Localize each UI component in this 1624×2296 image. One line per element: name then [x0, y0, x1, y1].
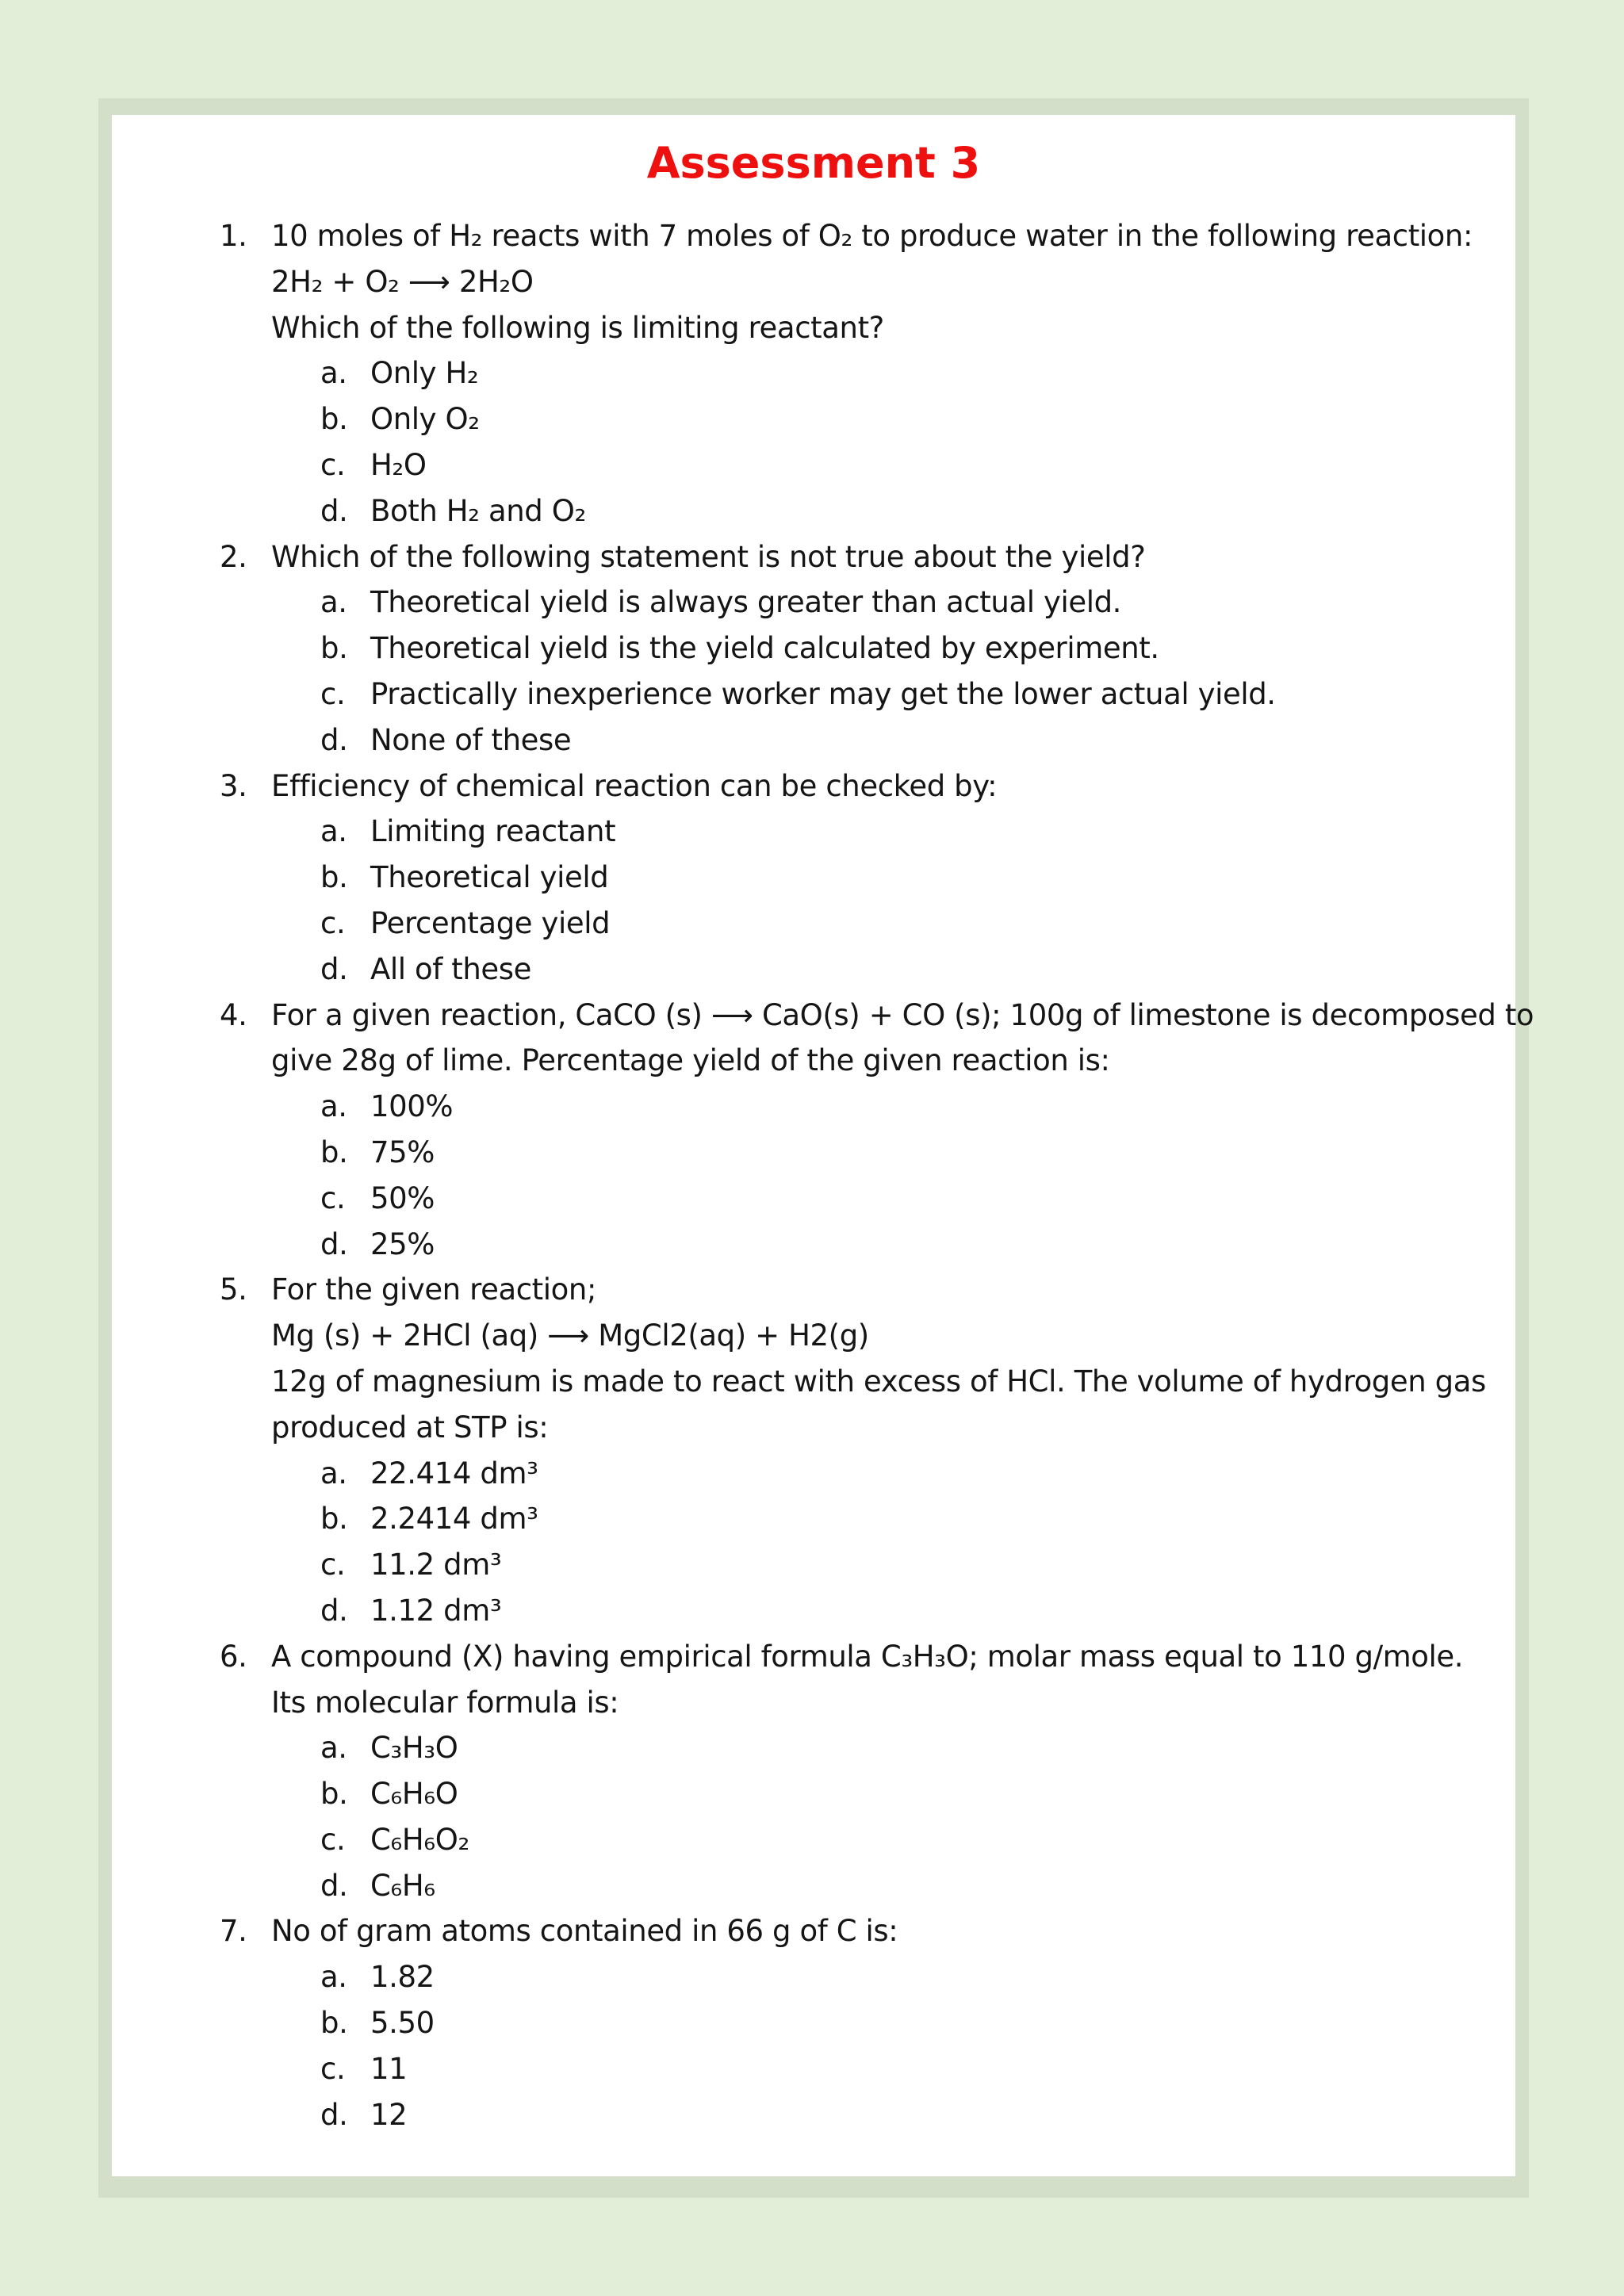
- question-number: 5.: [220, 1272, 247, 1307]
- option-text: Percentage yield: [370, 905, 611, 940]
- question-list: [112, 213, 1534, 2137]
- option-text: C₆H₆O₂: [370, 1822, 469, 1857]
- option-b: [112, 2000, 1515, 2046]
- option-label: b.: [320, 860, 348, 895]
- option-label: c.: [320, 1548, 346, 1582]
- question-text-continued: 12g of magnesium is made to react with excess of HCl. The volume of hydrogen gas: [271, 1364, 1486, 1399]
- option-text: C₆H₆: [370, 1868, 435, 1903]
- option-text: C₃H₃O: [370, 1731, 458, 1766]
- option-label: c.: [320, 2051, 346, 2086]
- option-list: [112, 1954, 1515, 2137]
- question-4: [112, 993, 1534, 1268]
- option-d: [112, 947, 1515, 993]
- option-text: 11: [370, 2051, 408, 2086]
- option-label: c.: [320, 447, 346, 482]
- option-label: d.: [320, 1593, 348, 1628]
- option-text: Practically inexperience worker may get the lower actual yield.: [370, 676, 1276, 711]
- option-label: d.: [320, 722, 348, 757]
- option-c: [112, 2046, 1515, 2092]
- option-c: [112, 1542, 1515, 1588]
- option-a: [112, 1451, 1515, 1497]
- option-d: [112, 1863, 1515, 1909]
- option-c: [112, 901, 1515, 947]
- question-text: Efficiency of chemical reaction can be checked by:: [271, 768, 998, 803]
- document-page: [112, 115, 1534, 2176]
- option-label: b.: [320, 1777, 348, 1812]
- option-text: 12: [370, 2097, 408, 2132]
- option-text: Theoretical yield: [370, 860, 609, 895]
- option-label: a.: [320, 356, 347, 391]
- question-3: [112, 763, 1515, 993]
- option-text: Limiting reactant: [370, 814, 616, 849]
- option-text: Theoretical yield is the yield calculated by experiment.: [370, 631, 1159, 666]
- option-text: 5.50: [370, 2006, 435, 2041]
- question-number: 7.: [220, 1914, 247, 1949]
- option-text: 75%: [370, 1135, 435, 1169]
- option-label: a.: [320, 1960, 347, 1995]
- question-text: A compound (X) having empirical formula C₃H₃O; molar mass equal to 110 g/mole.: [271, 1639, 1464, 1674]
- option-text: None of these: [370, 722, 572, 757]
- option-list: [112, 580, 1515, 763]
- option-text: Only H₂: [370, 356, 479, 391]
- option-text: 22.414 dm³: [370, 1456, 538, 1490]
- option-list: [112, 1725, 1515, 1908]
- question-text: Which of the following statement is not true about the yield?: [271, 539, 1146, 574]
- option-label: d.: [320, 1868, 348, 1903]
- option-label: b.: [320, 631, 348, 666]
- question-number: 4.: [220, 997, 247, 1032]
- question-1: [112, 213, 1515, 534]
- option-a: [112, 809, 1515, 855]
- option-c: [112, 1817, 1515, 1863]
- question-prompt: Which of the following is limiting reactant?: [271, 310, 884, 345]
- option-a: [112, 350, 1515, 396]
- question-6: [112, 1634, 1515, 1909]
- option-a: [112, 1954, 1515, 2000]
- option-text: H₂O: [370, 447, 427, 482]
- question-number: 1.: [220, 219, 247, 253]
- option-text: 2.2414 dm³: [370, 1502, 538, 1536]
- option-text: 25%: [370, 1226, 435, 1261]
- option-a: [112, 1084, 1515, 1130]
- option-label: a.: [320, 814, 347, 849]
- option-label: d.: [320, 1226, 348, 1261]
- option-b: [112, 1130, 1515, 1176]
- option-b: [112, 855, 1515, 901]
- question-7: [112, 1908, 1515, 2137]
- option-d: [112, 1588, 1515, 1634]
- option-text: All of these: [370, 951, 532, 986]
- option-a: [112, 580, 1515, 626]
- question-text: For the given reaction;: [271, 1272, 597, 1307]
- option-b: [112, 1496, 1515, 1542]
- option-label: d.: [320, 493, 348, 528]
- option-b: [112, 396, 1515, 442]
- option-label: d.: [320, 2097, 348, 2132]
- reaction-equation: 2H₂ + O₂ ⟶ 2H₂O: [271, 264, 534, 299]
- option-text: 1.12 dm³: [370, 1593, 502, 1628]
- option-label: c.: [320, 905, 346, 940]
- option-text: Theoretical yield is always greater than actual yield.: [370, 585, 1122, 620]
- option-label: b.: [320, 1135, 348, 1169]
- option-label: c.: [320, 676, 346, 711]
- option-list: [112, 350, 1515, 534]
- option-text: 100%: [370, 1089, 454, 1124]
- question-number: 3.: [220, 768, 247, 803]
- question-prompt: Its molecular formula is:: [271, 1685, 619, 1720]
- option-text: 1.82: [370, 1960, 435, 1995]
- question-number: 6.: [220, 1639, 247, 1674]
- question-5: [112, 1267, 1515, 1633]
- option-d: [112, 718, 1515, 763]
- question-number: 2.: [220, 539, 247, 574]
- option-c: [112, 442, 1515, 488]
- option-label: b.: [320, 2006, 348, 2041]
- option-a: [112, 1725, 1515, 1771]
- option-d: [112, 2092, 1515, 2138]
- question-2: [112, 534, 1515, 763]
- option-label: c.: [320, 1822, 346, 1857]
- option-text: 11.2 dm³: [370, 1548, 502, 1582]
- question-prompt: produced at STP is:: [271, 1410, 549, 1445]
- option-label: a.: [320, 1731, 347, 1766]
- option-label: b.: [320, 402, 348, 437]
- page-title: Assessment 3: [646, 138, 981, 188]
- option-c: [112, 1176, 1515, 1222]
- option-label: b.: [320, 1502, 348, 1536]
- question-text-continued: give 28g of lime. Percentage yield of the given reaction is:: [271, 1043, 1110, 1078]
- option-list: [112, 1084, 1515, 1267]
- reaction-equation: Mg (s) + 2HCl (aq) ⟶ MgCl2(aq) + H2(g): [271, 1318, 869, 1353]
- option-label: a.: [320, 1456, 347, 1490]
- option-label: c.: [320, 1181, 346, 1215]
- option-list: [112, 809, 1515, 992]
- question-text: For a given reaction, CaCO (s) ⟶ CaO(s) + CO (s); 100g of limestone is decomposed to: [271, 997, 1534, 1032]
- option-text: 50%: [370, 1181, 435, 1215]
- option-list: [112, 1451, 1515, 1634]
- option-b: [112, 626, 1515, 672]
- option-b: [112, 1771, 1515, 1817]
- option-d: [112, 1222, 1515, 1268]
- option-label: a.: [320, 1089, 347, 1124]
- option-text: Both H₂ and O₂: [370, 493, 586, 528]
- question-text: No of gram atoms contained in 66 g of C is:: [271, 1914, 898, 1949]
- option-label: a.: [320, 585, 347, 620]
- option-label: d.: [320, 951, 348, 986]
- option-text: C₆H₆O: [370, 1777, 458, 1812]
- option-d: [112, 488, 1515, 534]
- question-text: 10 moles of H₂ reacts with 7 moles of O₂ to produce water in the following reaction:: [271, 219, 1473, 253]
- option-c: [112, 672, 1515, 718]
- option-text: Only O₂: [370, 402, 480, 437]
